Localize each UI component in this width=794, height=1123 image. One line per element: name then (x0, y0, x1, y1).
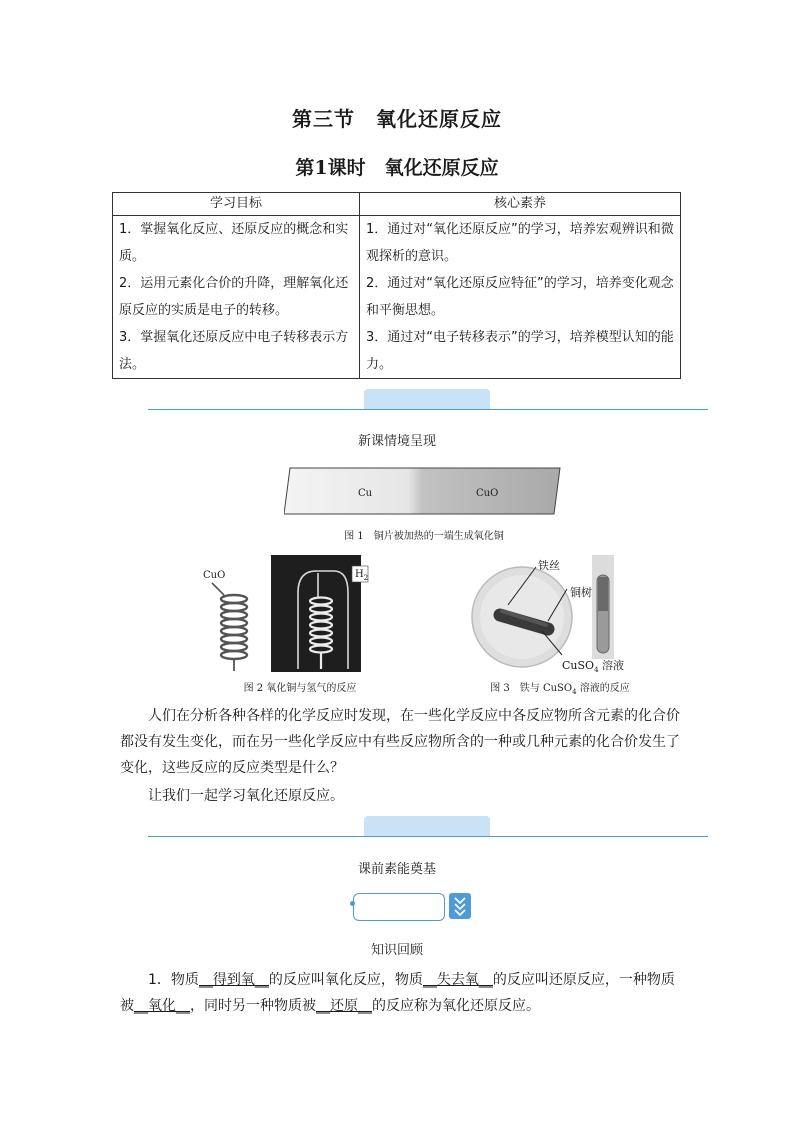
label-copper-sulfate (562, 657, 624, 674)
plate-label-cu: Cu (358, 488, 373, 499)
label-solution-rest: 溶液 (598, 659, 625, 672)
literacy-item: 1．通过对“氧化还原反应”的学习，培养宏观辨识和微观探析的意识。 (366, 222, 674, 264)
goals-header-learning: 学习目标 (113, 193, 360, 216)
intro-paragraph: 人们在分析各种各样的化学反应时发现，在一些化学反应中各反应物所含元素的化合价都没有发生变化，而在另一些化学反应中有些反应物所含的一种或几种元素的化合价发生了变化，这些反应的反应类型是什么？ (120, 708, 680, 776)
review-text: 的反应叫还原反应，一种物质被 (120, 972, 675, 1014)
plate-label-cuo: CuO (476, 488, 499, 499)
review-item-1 (120, 967, 686, 1019)
lesson-number: 1 (314, 157, 328, 179)
copper-plate (284, 468, 560, 514)
answer-blank: __还原__ (316, 998, 372, 1014)
figure3-caption (470, 679, 650, 696)
goals-literacy-cell (360, 216, 681, 379)
answer-blank: __氧化__ (134, 998, 190, 1014)
literacy-item: 3．通过对“电子转移表示”的学习，培养模型认知的能力。 (366, 330, 674, 372)
section-rule (148, 409, 708, 410)
label-iron-wire: 铁丝 (538, 559, 560, 572)
review-text: 的反应叫氧化反应，物质 (268, 972, 423, 988)
coil-illustration (212, 583, 247, 671)
figure3-caption-b: 溶液的反应 (576, 683, 630, 694)
knowledge-review-label: 知识回顾 (370, 943, 423, 958)
intro-closing: 让我们一起学习氧化还原反应。 (148, 788, 344, 804)
answer-blank: __失去氧__ (422, 972, 493, 988)
figure1-caption: 图 1 铜片被加热的一端生成氧化铜 (344, 531, 504, 542)
figure3-caption-sub: 4 (572, 688, 577, 696)
label-solution-main: CuSO (562, 659, 595, 672)
goal-item: 1．掌握氧化反应、还原反应的概念和实质。 (119, 222, 349, 264)
goals-learning-cell (113, 216, 360, 379)
tube-label-sub: 2 (363, 574, 369, 582)
lesson-title-rest: 课时 氧化还原反应 (327, 157, 499, 179)
copper-oxide-hydrogen-figure (200, 555, 380, 675)
label-solution-sub: 4 (594, 666, 599, 675)
literacy-item: 2．通过对“氧化还原反应特征”的学习，培养变化观念和平衡思想。 (366, 276, 674, 318)
answer-blank: __得到氧__ (198, 972, 269, 988)
section-tab (364, 389, 490, 409)
tube-liquid (598, 577, 608, 611)
label-copper-tree: 铜树 (570, 586, 592, 599)
section-tab (364, 816, 490, 836)
lesson-title-prefix: 第 (295, 157, 315, 179)
section-label-1: 新课情境呈现 (357, 434, 436, 449)
lesson-title (0, 153, 794, 180)
section-label-2: 课前素能奠基 (357, 862, 436, 877)
figure3-caption-a: 图 3 铁与 CuSO (490, 683, 573, 694)
goal-item: 2．运用元素化合价的升降，理解氧化还原反应的实质是电子的转移。 (119, 276, 349, 318)
section-title: 第三节 氧化还原反应 (292, 107, 502, 131)
figure2-caption: 图 2 氧化铜与氢气的反应 (243, 683, 357, 694)
goals-table (112, 192, 681, 379)
section-rule (148, 836, 708, 837)
section-banner-1 (148, 389, 708, 419)
review-text: 的反应称为氧化还原反应。 (372, 998, 540, 1014)
copper-plate-figure (284, 466, 564, 516)
coil-label-cuo: CuO (203, 570, 226, 581)
tube-label-main: H (355, 569, 364, 580)
review-text: ，同时另一种物质被 (190, 998, 316, 1014)
tube-label-h2 (355, 569, 368, 582)
goals-header-literacy: 核心素养 (360, 193, 681, 216)
review-text: 1．物质 (148, 972, 199, 988)
subsection-pill (353, 893, 445, 921)
pill-dot (350, 901, 355, 906)
goal-item: 3．掌握氧化还原反应中电子转移表示方法。 (119, 330, 349, 372)
section-banner-2 (148, 816, 708, 846)
chevron-down-icon (449, 893, 471, 919)
